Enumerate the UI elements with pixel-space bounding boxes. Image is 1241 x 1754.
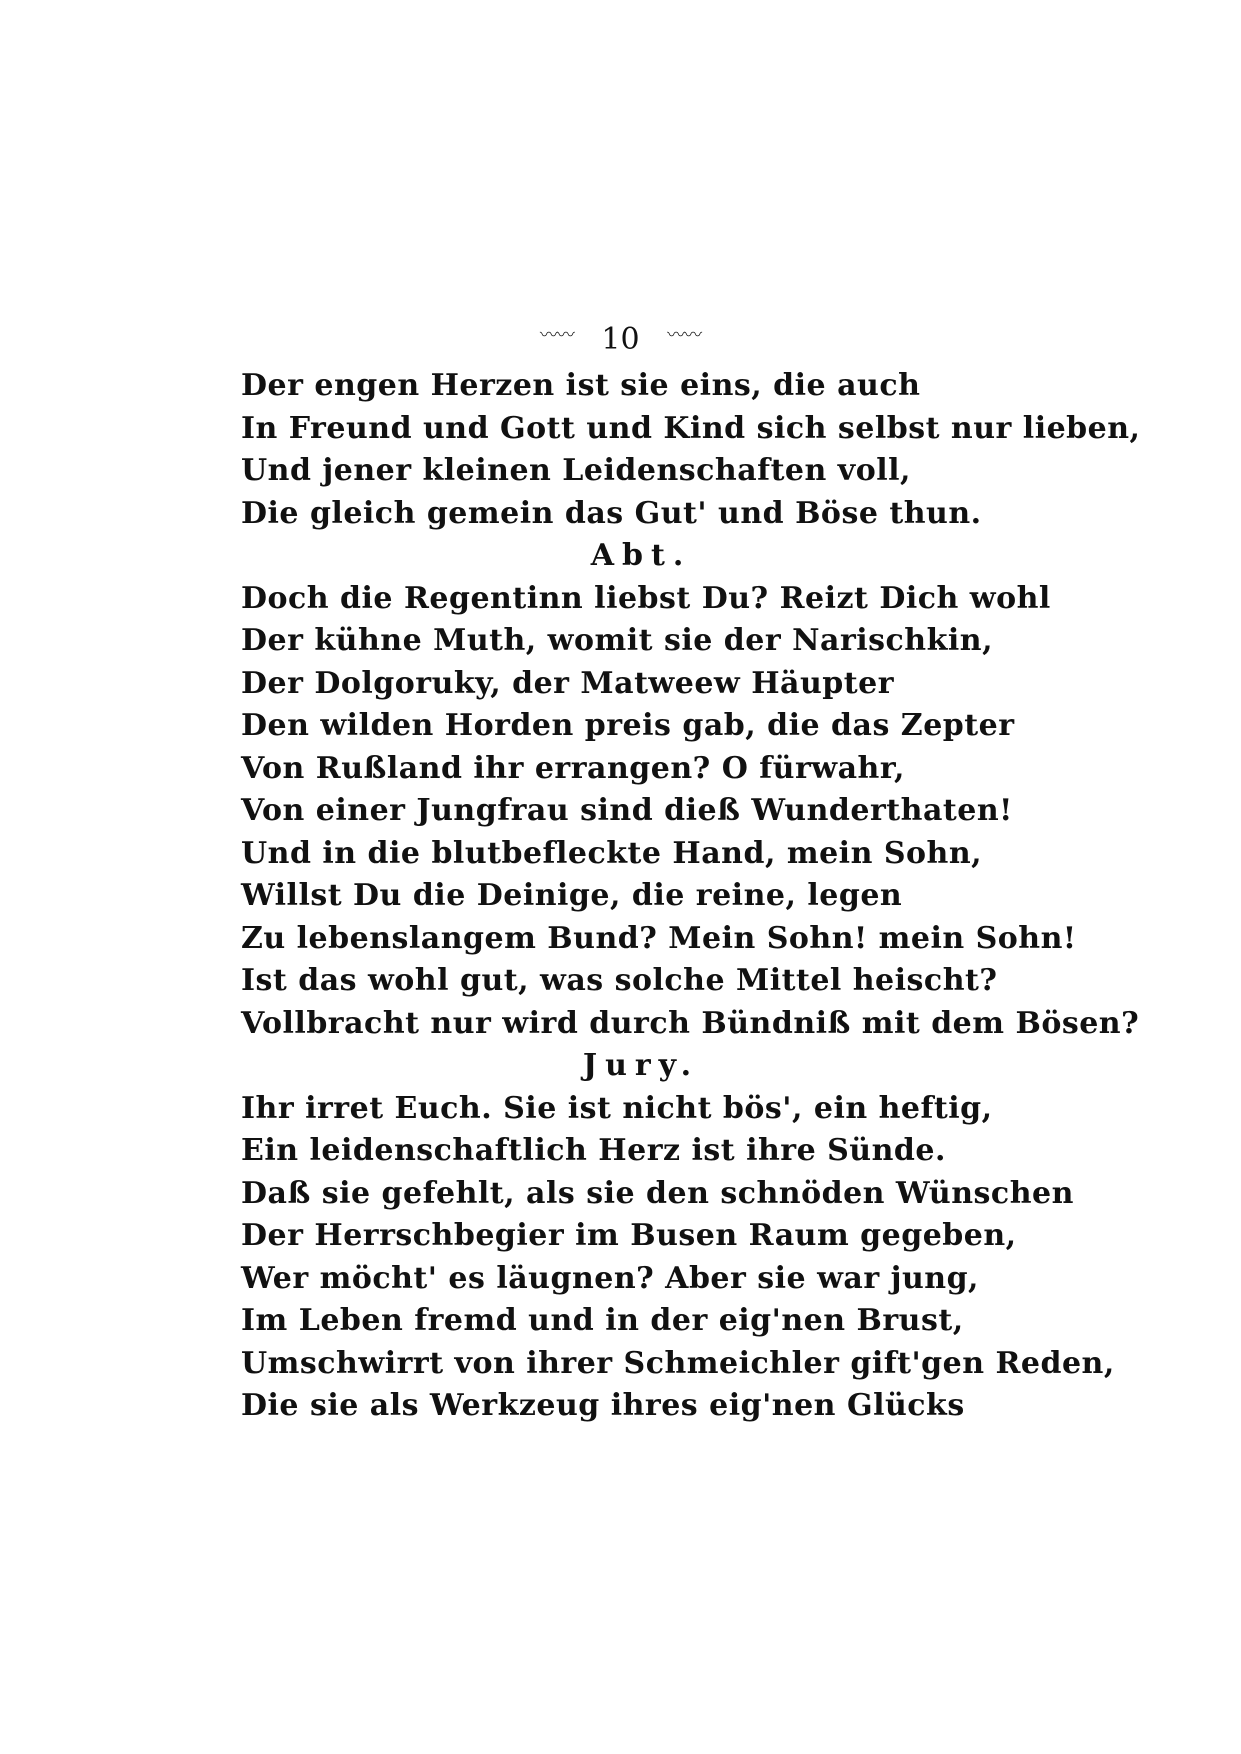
verse-line: In Freund und Gott und Kind sich selbst nur lieben, — [241, 410, 1141, 446]
header-ornament-right: 〰〰 — [667, 325, 702, 346]
verse-line: Vollbracht nur wird durch Bündniß mit dem Bösen? — [241, 1005, 1140, 1041]
verse-line: Ein leidenschaftlich Herz ist ihre Sünde. — [241, 1133, 946, 1168]
verse-line: Der engen Herzen ist sie eins, die auch — [241, 368, 921, 403]
verse-line: Umschwirrt von ihrer Schmeichler gift'gen Reden, — [241, 1345, 1115, 1381]
verse-line: Die sie als Werkzeug ihres eig'nen Glücks — [241, 1388, 965, 1423]
verse-line: Im Leben fremd und in der eig'nen Brust, — [241, 1303, 964, 1338]
speaker-name: Jury. — [582, 1048, 700, 1083]
verse-line: Zu lebenslangem Bund? Mein Sohn! mein Sohn! — [241, 920, 1077, 956]
speaker-name: Abt. — [590, 538, 692, 573]
verse-line: Willst Du die Deinige, die reine, legen — [241, 878, 903, 913]
header-ornament-left: 〰〰 — [539, 325, 574, 346]
verse-line: Daß sie gefehlt, als sie den schnöden Wünschen — [241, 1175, 1074, 1211]
verse-line: Der Herrschbegier im Busen Raum gegeben, — [241, 1218, 1017, 1253]
verse-line: Ihr irret Euch. Sie ist nicht bös', ein heftig, — [241, 1090, 993, 1126]
verse-line: Doch die Regentinn liebst Du? Reizt Dich wohl — [241, 580, 1051, 616]
verse-line: Der kühne Muth, womit sie der Narischkin, — [241, 623, 994, 658]
verse-line: Ist das wohl gut, was solche Mittel heischt? — [241, 963, 998, 998]
verse-line: Und in die blutbefleckte Hand, mein Sohn, — [241, 835, 983, 871]
page-number: 10 — [601, 322, 640, 357]
verse-line: Und jener kleinen Leidenschaften voll, — [241, 453, 911, 488]
verse-line: Den wilden Horden preis gab, die das Zepter — [241, 708, 1015, 743]
verse-line: Wer möcht' es läugnen? Aber sie war jung, — [241, 1260, 979, 1296]
verse-line: Von Rußland ihr errangen? O fürwahr, — [241, 750, 905, 786]
page-header — [0, 318, 1241, 358]
verse-text — [241, 365, 1141, 1428]
verse-line: Der Dolgoruky, der Matweew Häupter — [241, 665, 895, 701]
verse-line: Die gleich gemein das Gut' und Böse thun. — [241, 495, 982, 531]
verse-line: Von einer Jungfrau sind dieß Wunderthaten! — [241, 793, 1013, 828]
